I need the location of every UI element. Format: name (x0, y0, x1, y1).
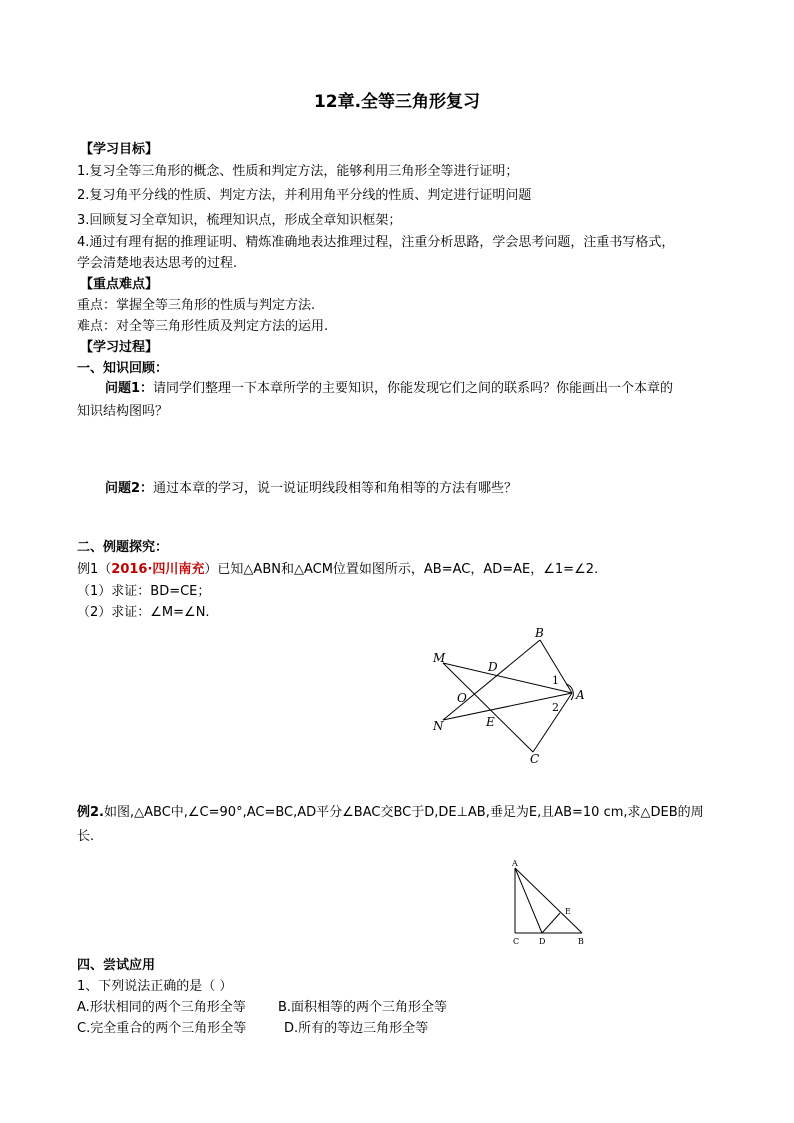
option-b: B.面积相等的两个三角形全等 (278, 1000, 448, 1015)
example-1 (77, 562, 598, 578)
example-1-text: 已知△ABN和△ACM位置如图所示，AB=AC，AD=AE，∠1=∠2. (217, 562, 599, 577)
objective-item-2: 2.复习角平分线的性质、判定方法，并利用角平分线的性质、判定进行证明问题 (77, 188, 532, 203)
page-title: 12章.全等三角形复习 (313, 92, 481, 112)
process-heading: 【学习过程】 (80, 340, 159, 355)
question-2-text: 通过本章的学习，说一说证明线段相等和角相等的方法有哪些？ (153, 481, 518, 496)
objective-item-5: 学会清楚地表达思考的过程. (77, 256, 238, 271)
option-d: D.所有的等边三角形全等 (284, 1021, 429, 1036)
practice-question-1: 1、下列说法正确的是（ ） (77, 979, 233, 994)
objective-item-4: 4.通过有理有据的推理证明、精炼准确地表达推理过程，注重分析思路，学会思考问题，注重书写格式， (77, 235, 675, 250)
objective-item-1: 1.复习全等三角形的概念、性质和判定方法，能够利用三角形全等进行证明； (77, 164, 519, 179)
segment-DE (542, 913, 560, 933)
option-c: C.完全重合的两个三角形全等 (77, 1021, 247, 1036)
example-2-label: 例2. (77, 805, 104, 820)
question-2 (105, 481, 517, 497)
example-2-text: 如图,△ABC中,∠C=90°,AC=BC,AD平分∠BAC交BC于D,DE⊥AB,垂足为E,且AB=10 cm,求△DEB的周 (103, 805, 704, 820)
label-angle-2: 2 (552, 701, 559, 714)
difficulty-point: 难点：对全等三角形性质及判定方法的运用. (77, 319, 329, 334)
example-1-part2: （2）求证：∠M=∠N. (77, 605, 210, 620)
example-2-line2: 长. (77, 829, 95, 844)
figure-1-diagram (420, 620, 610, 765)
example-1-part1: （1）求证：BD=CE； (77, 584, 211, 599)
line-M-C (443, 663, 533, 752)
line-B-N (443, 640, 540, 720)
label-N: N (433, 719, 444, 733)
example-1-prefix: 例1（ (77, 562, 112, 577)
example-2 (77, 805, 704, 821)
segment-AB (515, 868, 582, 933)
label-O: O (457, 691, 467, 705)
fig2-label-D: D (539, 937, 546, 946)
label-D: D (488, 660, 498, 674)
label-C: C (530, 752, 540, 765)
label-E: E (486, 715, 495, 729)
figure-2-diagram (505, 855, 595, 950)
segment-AD (515, 868, 542, 933)
keypoints-heading: 【重点难点】 (80, 277, 159, 292)
question-1-line2: 知识结构图吗？ (77, 404, 169, 419)
label-angle-1: 1 (552, 674, 559, 687)
question-1-label: 问题1： (105, 381, 154, 396)
question-2-label: 问题2： (105, 481, 154, 496)
key-point: 重点：掌握全等三角形的性质与判定方法. (77, 298, 316, 313)
question-1 (105, 381, 673, 397)
objective-item-3: 3.回顾复习全章知识，梳理知识点，形成全章知识框架； (77, 213, 402, 228)
label-A: A (576, 688, 585, 702)
label-M: M (433, 651, 446, 665)
fig2-label-B: B (578, 937, 584, 946)
section1-heading: 一、知识回顾： (77, 361, 169, 376)
objectives-heading: 【学习目标】 (80, 142, 159, 157)
fig2-label-A: A (512, 859, 518, 868)
option-a: A.形状相同的两个三角形全等 (77, 1000, 246, 1015)
example-1-suffix: ） (204, 562, 218, 577)
label-B: B (535, 626, 544, 640)
fig2-label-C: C (513, 937, 520, 946)
example-1-source: 2016·四川南充 (111, 562, 205, 577)
section2-heading: 二、例题探究： (77, 540, 169, 555)
fig2-label-E: E (565, 907, 571, 916)
section4-heading: 四、尝试应用 (77, 958, 156, 973)
question-1-text: 请同学们整理一下本章所学的主要知识，你能发现它们之间的联系吗？你能画出一个本章的 (153, 381, 674, 396)
